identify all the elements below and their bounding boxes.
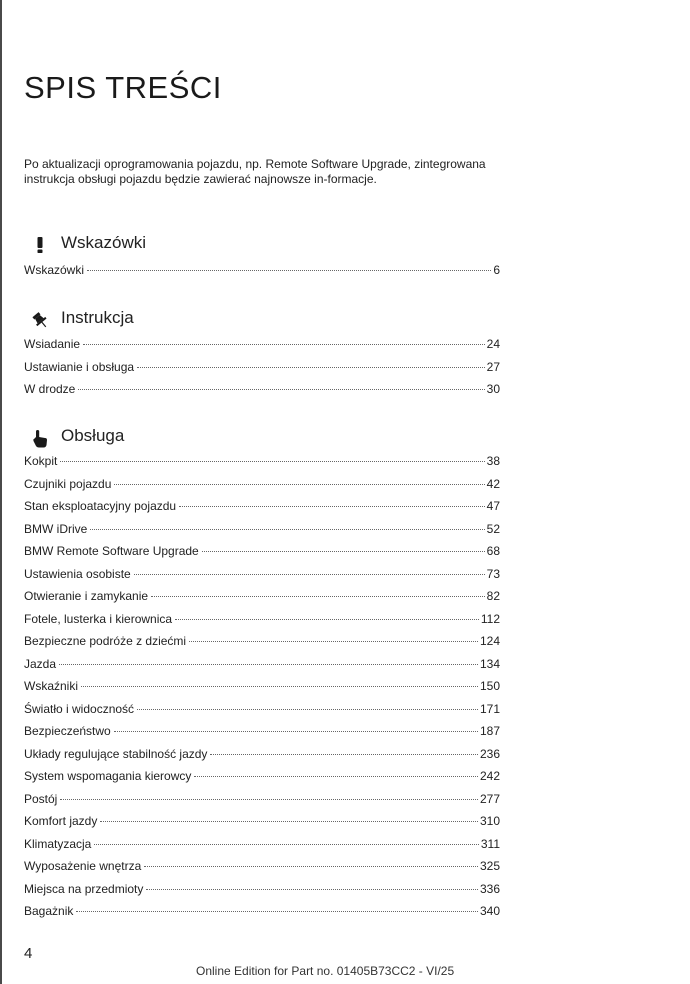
toc-section-wskazowki — [24, 233, 500, 286]
toc-entry[interactable] — [24, 792, 500, 815]
toc-entry[interactable] — [24, 589, 500, 612]
dot-leader — [78, 389, 484, 390]
toc-entry-title: Ustawianie i obsługa — [24, 359, 135, 374]
toc-entry-page: 187 — [479, 724, 500, 738]
toc-entry[interactable] — [24, 702, 500, 725]
toc-entry[interactable] — [24, 814, 500, 837]
toc-entry-page: 242 — [479, 769, 500, 783]
toc-entry-title: Otwieranie i zamykanie — [24, 589, 149, 603]
dot-leader — [100, 821, 478, 822]
section-title: Instrukcja — [61, 308, 134, 327]
toc-entry-page: 124 — [479, 634, 500, 648]
toc-entry[interactable] — [24, 382, 500, 405]
toc-entry-title: Postój — [24, 791, 58, 806]
pointing-hand-icon — [30, 428, 50, 448]
toc-entry-page: 27 — [486, 359, 500, 374]
exclamation-icon — [30, 235, 50, 255]
toc-entry[interactable] — [24, 859, 500, 882]
toc-entry-title: Jazda — [24, 656, 57, 671]
toc-entry[interactable] — [24, 499, 500, 522]
toc-entry[interactable] — [24, 612, 500, 635]
toc-entry[interactable] — [24, 837, 500, 860]
toc-entry-page: 82 — [486, 589, 500, 603]
toc-entry-title: Bezpieczne podróże z dziećmi — [24, 634, 187, 648]
toc-entry-title: Kokpit — [24, 454, 58, 468]
toc-entry[interactable] — [24, 679, 500, 702]
toc-entry-page: 336 — [479, 881, 500, 896]
toc-entry[interactable] — [24, 337, 500, 360]
toc-entry-title: Klimatyzacja — [24, 836, 92, 851]
toc-entry[interactable] — [24, 769, 500, 792]
dot-leader — [194, 776, 478, 777]
toc-entry-page: 6 — [493, 263, 500, 277]
toc-entry-page: 73 — [486, 566, 500, 581]
toc-entry-title: BMW Remote Software Upgrade — [24, 544, 199, 558]
section-title: Obsługa — [61, 426, 125, 445]
toc-entry-page: 325 — [479, 859, 500, 873]
toc-entry-title: Stan eksploatacyjny pojazdu — [24, 499, 177, 513]
dot-leader — [76, 911, 478, 912]
toc-entry-title: Światło i widoczność — [24, 701, 135, 716]
toc-entry-page: 150 — [479, 679, 500, 693]
dot-leader — [87, 270, 491, 271]
toc-entry[interactable] — [24, 724, 500, 747]
dot-leader — [189, 641, 478, 642]
dot-leader — [179, 506, 485, 507]
toc-entry-title: System wspomagania kierowcy — [24, 769, 192, 783]
dot-leader — [60, 799, 478, 800]
toc-entry-title: Miejsca na przedmioty — [24, 881, 144, 896]
dot-leader — [83, 344, 485, 345]
dot-leader — [90, 529, 484, 530]
toc-entry-title: Wyposażenie wnętrza — [24, 859, 142, 873]
dot-leader — [94, 844, 479, 845]
toc-entry[interactable] — [24, 904, 500, 927]
dot-leader — [137, 709, 478, 710]
toc-entry[interactable] — [24, 567, 500, 590]
page-title: SPIS TREŚCI — [24, 70, 222, 105]
toc-entry-page: 236 — [479, 746, 500, 761]
toc-entry-page: 24 — [486, 337, 500, 351]
toc-entry[interactable] — [24, 882, 500, 905]
toc-entry-title: Fotele, lusterka i kierownica — [24, 611, 173, 626]
toc-entry[interactable] — [24, 544, 500, 567]
dot-leader — [210, 754, 478, 755]
toc-entry-page: 310 — [479, 814, 500, 828]
section-title: Wskazówki — [61, 233, 147, 252]
dot-leader — [144, 866, 478, 867]
dot-leader — [114, 731, 478, 732]
dot-leader — [59, 664, 478, 665]
dot-leader — [151, 596, 485, 597]
toc-entry[interactable] — [24, 360, 500, 383]
toc-entry-title: Wskazówki — [24, 263, 85, 277]
toc-entry[interactable] — [24, 634, 500, 657]
toc-entry[interactable] — [24, 747, 500, 770]
toc-entry-title: BMW iDrive — [24, 521, 88, 536]
toc-entry[interactable] — [24, 477, 500, 500]
toc-section-obsluga — [24, 426, 500, 927]
intro-paragraph: Po aktualizacji oprogramowania pojazdu, np. Remote Software Upgrade, zintegrowana instrukcja obsługi pojazdu będzie zawierać najnowsze in-formacje. — [24, 157, 486, 186]
toc-entry-title: Wsiadanie — [24, 337, 81, 351]
dot-leader — [175, 619, 479, 620]
toc-entry-page: 134 — [479, 656, 500, 671]
toc-entry-title: W drodze — [24, 382, 76, 396]
toc-entry[interactable] — [24, 263, 500, 286]
toc-entry[interactable] — [24, 454, 500, 477]
toc-entry-title: Układy regulujące stabilność jazdy — [24, 746, 208, 761]
section-heading — [24, 426, 500, 450]
dot-leader — [146, 889, 478, 890]
toc-entry-title: Bagażnik — [24, 904, 74, 918]
dot-leader — [60, 461, 484, 462]
toc-entry-page: 112 — [480, 611, 500, 626]
section-heading — [24, 308, 500, 332]
pushpin-icon — [30, 310, 50, 330]
toc-entry-page: 171 — [479, 701, 500, 716]
toc-entry-page: 30 — [486, 382, 500, 396]
toc-entry-page: 340 — [479, 904, 500, 918]
toc-entry-page: 47 — [486, 499, 500, 513]
dot-leader — [137, 367, 485, 368]
edition-footer: Online Edition for Part no. 01405B73CC2 - VI/25 — [196, 964, 455, 978]
toc-entry-page: 42 — [486, 476, 500, 491]
page-number: 4 — [24, 945, 33, 962]
dot-leader — [81, 686, 478, 687]
toc-entry-page: 52 — [486, 521, 500, 536]
toc-entry-title: Wskaźniki — [24, 679, 79, 693]
dot-leader — [202, 551, 485, 552]
section-heading — [24, 233, 500, 257]
toc-entry-title: Komfort jazdy — [24, 814, 98, 828]
toc-entry-title: Ustawienia osobiste — [24, 566, 131, 581]
dot-leader — [114, 484, 484, 485]
toc-entry[interactable] — [24, 522, 500, 545]
toc-section-instrukcja — [24, 308, 500, 405]
dot-leader — [134, 574, 485, 575]
toc-entry-page: 68 — [486, 544, 500, 558]
page-edge-line — [0, 0, 2, 984]
toc-entry-page: 311 — [480, 836, 500, 851]
toc-entry[interactable] — [24, 657, 500, 680]
toc-entry-list — [24, 454, 500, 927]
toc-entry-page: 277 — [479, 791, 500, 806]
toc-entry-title: Czujniki pojazdu — [24, 476, 112, 491]
toc-entry-title: Bezpieczeństwo — [24, 724, 111, 738]
toc-entry-page: 38 — [486, 454, 500, 468]
